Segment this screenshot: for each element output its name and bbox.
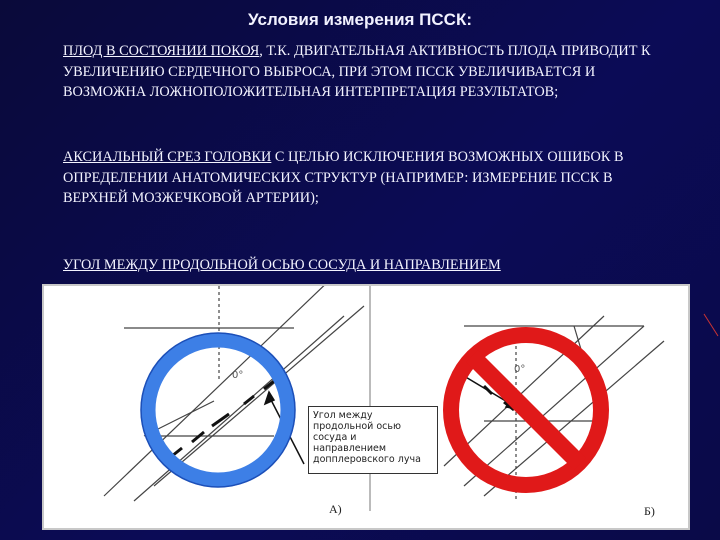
correct-sign-ring (148, 340, 288, 480)
panel-a-angle-label: 0° (232, 370, 244, 381)
panel-a-doppler-beam (172, 381, 274, 456)
condition-doppler-angle (63, 255, 673, 276)
decorative-line (700, 300, 720, 340)
condition-axial-section-lead: АКСИАЛЬНЫЙ СРЕЗ ГОЛОВКИ (63, 149, 272, 165)
panel-b-caption: Б) (644, 504, 655, 518)
doppler-angle-figure (42, 284, 690, 530)
condition-doppler-angle-lead: УГОЛ МЕЖДУ ПРОДОЛЬНОЙ ОСЬЮ СОСУДА И НАПРАВЛЕНИЕМ (63, 257, 501, 273)
condition-axial-section-text: С ЦЕЛЬЮ ИСКЛЮЧЕНИЯ ВОЗМОЖНЫХ ОШИБОК В ОПРЕДЕЛЕНИИ АНАТОМИЧЕСКИХ СТРУКТУР (НАПРИМЕР: ИЗМЕРЕНИЕ ПССК В ВЕРХНЕЙ МОЗЖЕЧКОВОЙ АРТЕРИИ); (63, 149, 624, 206)
condition-fetal-rest-lead: ПЛОД В СОСТОЯНИИ ПОКОЯ (63, 43, 260, 59)
condition-fetal-rest (63, 41, 673, 103)
slide-title: Условия измерения ПССК: (248, 10, 472, 29)
panel-b-angle-label: 0° (514, 364, 526, 375)
condition-fetal-rest-text: , Т.К. ДВИГАТЕЛЬНАЯ АКТИВНОСТЬ ПЛОДА ПРИВОДИТ К УВЕЛИЧЕНИЮ СЕРДЕЧНОГО ВЫБРОСА, ПРИ ЭТОМ ПССК УВЕЛИЧИВАЕТСЯ И ВОЗМОЖНА ЛОЖНОПОЛОЖИТЕЛЬНАЯ ИНТЕРПРЕТАЦИЯ РЕЗУЛЬТАТОВ; (63, 43, 651, 100)
condition-axial-section (63, 147, 673, 209)
panel-a-caption: А) (329, 502, 342, 516)
forbidden-sign-bar (472, 356, 580, 464)
angle-note-box: Угол между продольной осью сосуда и направлением допплеровского луча (308, 406, 438, 474)
